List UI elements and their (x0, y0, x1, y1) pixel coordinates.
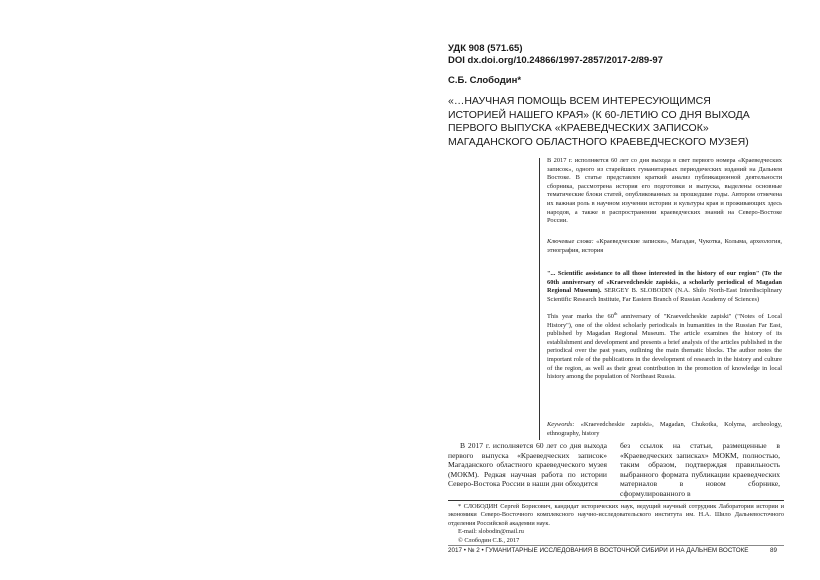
keywords-en-text: «Kraevedcheskie zapiski», Magadan, Chukotka, Kolyma, archeology, ethnography, history (547, 421, 782, 437)
keywords-en (547, 421, 782, 438)
page-number: 89 (770, 547, 778, 554)
footnote (448, 503, 784, 545)
abstract-en-text-start: This year marks the 60 (547, 313, 614, 320)
body-column-left: В 2017 г. исполняется 60 лет со дня выхода первого выпуска «Краеведческих записок» Магаданского областного краеведческого музея (МОКМ). Редкая научная работа по истории Северо-Востока России в наши дни обходится (448, 441, 607, 489)
author-name: С.Б. Слободин* (448, 75, 522, 86)
ordinal-suffix: th (613, 310, 618, 316)
title-line: ПЕРВОГО ВЫПУСКА «КРАЕВЕДЧЕСКИХ ЗАПИСОК» (448, 122, 709, 134)
footnote-copyright: © Слободин С.Б., 2017 (458, 536, 520, 544)
abstract-en-title: "... Scientific assistance to all those interested in the history of our region" (To the 60th anniversary of «Kraevedcheskie zapiski», a scholarly periodical of Magadan Regional Museum). (547, 270, 782, 295)
footnote-author-info: * СЛОБОДИН Сергей Борисович, кандидат исторических наук, ведущий научный сотрудник Лаборатории истории и экономики Северо-Восточного комплексного научно-исследовательского института им. Н.А. Шило Дальневосточного отделения Российской академии наук. (448, 503, 784, 527)
article-title (448, 95, 778, 149)
title-line: «…НАУЧНАЯ ПОМОЩЬ ВСЕМ ИНТЕРЕСУЮЩИМСЯ (448, 95, 711, 107)
abstract-ru: В 2017 г. исполняется 60 лет со дня выхода в свет первого номера «Краеведческих записок», одного из старейших гуманитарных периодических изданий на Дальнем Востоке. В статье представлен краткий анализ публикационной деятельности сборника, рассмотрена история его подготовки и выпуска, выделены основные тематические блоки статей, опубликованных за прошедшие годы. Автором отмечена их важная роль в научном изучении истории и культуры края и проживающих здесь народов, а также в распространении краеведческих знаний на Северо-Востоке России. (547, 157, 782, 225)
abstract-en-heading (547, 270, 782, 304)
keywords-en-label: Keywords: (547, 421, 575, 428)
keywords-ru-text: «Краеведческие записки», Магадан, Чукотка, Колыма, археология, этнография, история (547, 238, 782, 254)
abstract-divider (539, 158, 540, 440)
doi-link[interactable]: DOI dx.doi.org/10.24866/1997-2857/2017-2/89-97 (448, 55, 663, 66)
title-line: МАГАДАНСКОГО ОБЛАСТНОГО КРАЕВЕДЧЕСКОГО МУЗЕЯ) (448, 135, 749, 148)
abstract-en-author: SERGEY B. SLOBODIN (N.A. Shilo North-East Interdisciplinary Scientific Research Institute, Far Eastern Branch of Russian Academy of Sciences) (547, 287, 782, 303)
journal-footer: 2017 • № 2 • ГУМАНИТАРНЫЕ ИССЛЕДОВАНИЯ В ВОСТОЧНОЙ СИБИРИ И НА ДАЛЬНЕМ ВОСТОКЕ (448, 547, 749, 554)
abstract-en (547, 310, 782, 382)
keywords-ru-label: Ключевые слова: (547, 238, 594, 245)
udk-code: УДК 908 (571.65) (448, 43, 523, 54)
footnote-email[interactable]: E-mail: slobodin@mail.ru (458, 528, 524, 536)
body-column-right: без ссылок на статьи, размещенные в «Краеведческих записках» МОКМ, полностью, таким образом, подтверждая правильность выбранного формата публикации краеведческих материалов в новом сборнике, сформулированного в (620, 441, 780, 498)
title-line: ИСТОРИЕЙ НАШЕГО КРАЯ» (К 60-ЛЕТИЮ СО ДНЯ ВЫХОДА (448, 108, 750, 121)
footnote-divider (448, 500, 784, 501)
abstract-en-text-rest: anniversary of "Kraevedcheskie zapiski" ("Notes of Local History"), one of the oldest scholarly periodicals in humanities in the Russian Far East, published by Magadan Regional Museum. The article examines the history of its establishment and development and presents a brief analysis of the articles published in the periodical over the past years, outlining the main thematic blocks. The author notes the important role of the publications in the development of research in the history and culture of the region, as well as their great contribution in the promotion of knowledge in local history among the population of Northeast Russia. (547, 313, 782, 381)
keywords-ru (547, 238, 782, 255)
